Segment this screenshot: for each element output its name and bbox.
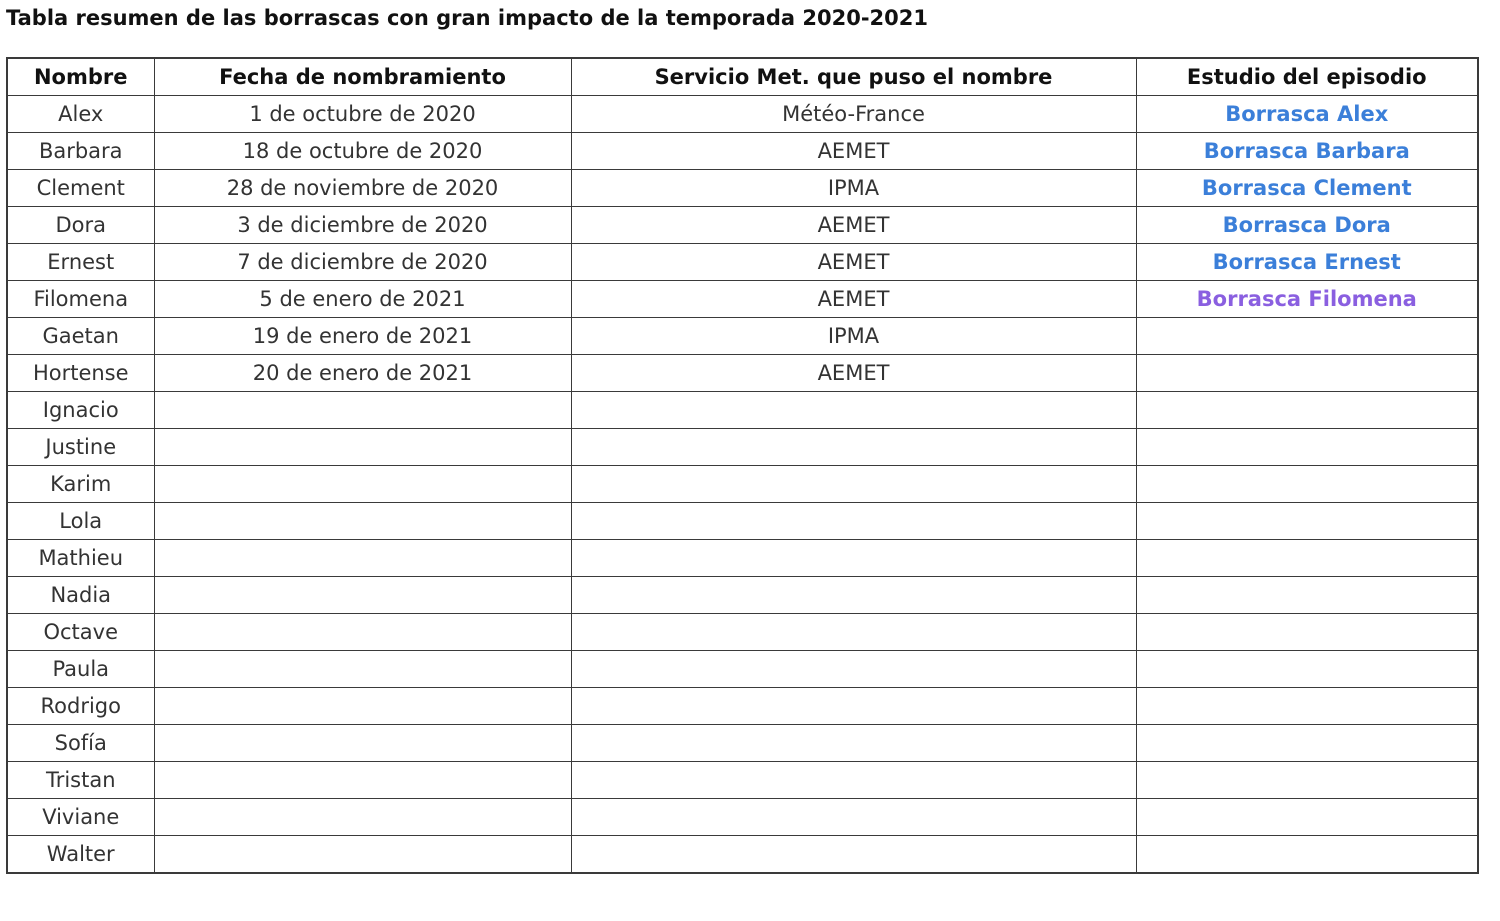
cell-met-service: AEMET [571, 281, 1136, 318]
cell-naming-date [154, 725, 571, 762]
cell-naming-date [154, 799, 571, 836]
cell-naming-date: 28 de noviembre de 2020 [154, 170, 571, 207]
episode-study-link[interactable]: Borrasca Dora [1222, 213, 1391, 237]
cell-storm-name: Walter [7, 836, 154, 874]
cell-met-service [571, 577, 1136, 614]
table-row [7, 688, 1478, 725]
cell-met-service [571, 614, 1136, 651]
table-row [7, 244, 1478, 281]
cell-naming-date: 3 de diciembre de 2020 [154, 207, 571, 244]
cell-episode-study [1136, 503, 1478, 540]
cell-storm-name: Ernest [7, 244, 154, 281]
table-row [7, 577, 1478, 614]
cell-storm-name: Rodrigo [7, 688, 154, 725]
cell-met-service: AEMET [571, 207, 1136, 244]
table-row [7, 355, 1478, 392]
cell-storm-name: Justine [7, 429, 154, 466]
cell-episode-study [1136, 762, 1478, 799]
cell-storm-name: Gaetan [7, 318, 154, 355]
table-row [7, 836, 1478, 874]
cell-met-service: AEMET [571, 244, 1136, 281]
cell-met-service [571, 466, 1136, 503]
cell-storm-name: Filomena [7, 281, 154, 318]
cell-naming-date: 5 de enero de 2021 [154, 281, 571, 318]
cell-naming-date [154, 429, 571, 466]
cell-storm-name: Dora [7, 207, 154, 244]
cell-naming-date [154, 688, 571, 725]
cell-episode-study [1136, 651, 1478, 688]
cell-storm-name: Mathieu [7, 540, 154, 577]
cell-storm-name: Barbara [7, 133, 154, 170]
table-row [7, 281, 1478, 318]
cell-naming-date: 1 de octubre de 2020 [154, 96, 571, 133]
table-row [7, 799, 1478, 836]
cell-met-service [571, 651, 1136, 688]
cell-episode-study [1136, 133, 1478, 170]
cell-naming-date: 20 de enero de 2021 [154, 355, 571, 392]
cell-storm-name: Sofía [7, 725, 154, 762]
episode-study-link[interactable]: Borrasca Alex [1225, 102, 1389, 126]
episode-study-link[interactable]: Borrasca Filomena [1196, 287, 1417, 311]
cell-naming-date [154, 540, 571, 577]
storms-table [6, 57, 1479, 874]
header-service: Servicio Met. que puso el nombre [571, 58, 1136, 96]
cell-met-service [571, 429, 1136, 466]
cell-met-service [571, 540, 1136, 577]
table-row [7, 96, 1478, 133]
cell-naming-date [154, 466, 571, 503]
header-study: Estudio del episodio [1136, 58, 1478, 96]
table-row [7, 392, 1478, 429]
cell-naming-date [154, 392, 571, 429]
cell-episode-study [1136, 577, 1478, 614]
cell-storm-name: Paula [7, 651, 154, 688]
table-row [7, 133, 1478, 170]
episode-study-link[interactable]: Borrasca Clement [1201, 176, 1412, 200]
cell-storm-name: Clement [7, 170, 154, 207]
cell-episode-study [1136, 244, 1478, 281]
table-row [7, 762, 1478, 799]
cell-naming-date: 19 de enero de 2021 [154, 318, 571, 355]
cell-episode-study [1136, 355, 1478, 392]
cell-met-service [571, 725, 1136, 762]
cell-episode-study [1136, 799, 1478, 836]
cell-storm-name: Tristan [7, 762, 154, 799]
cell-naming-date: 7 de diciembre de 2020 [154, 244, 571, 281]
cell-storm-name: Karim [7, 466, 154, 503]
cell-met-service [571, 799, 1136, 836]
header-date: Fecha de nombramiento [154, 58, 571, 96]
table-body [7, 96, 1478, 874]
cell-episode-study [1136, 614, 1478, 651]
table-row [7, 318, 1478, 355]
cell-met-service [571, 836, 1136, 874]
episode-study-link[interactable]: Borrasca Barbara [1203, 139, 1410, 163]
cell-episode-study [1136, 318, 1478, 355]
cell-naming-date [154, 762, 571, 799]
cell-met-service: Météo-France [571, 96, 1136, 133]
cell-met-service: AEMET [571, 355, 1136, 392]
cell-naming-date [154, 614, 571, 651]
cell-met-service: AEMET [571, 133, 1136, 170]
table-row [7, 540, 1478, 577]
cell-met-service: IPMA [571, 170, 1136, 207]
cell-naming-date [154, 836, 571, 874]
table-row [7, 503, 1478, 540]
cell-episode-study [1136, 96, 1478, 133]
episode-study-link[interactable]: Borrasca Ernest [1212, 250, 1401, 274]
cell-met-service [571, 392, 1136, 429]
table-row [7, 170, 1478, 207]
cell-storm-name: Lola [7, 503, 154, 540]
cell-episode-study [1136, 466, 1478, 503]
cell-storm-name: Alex [7, 96, 154, 133]
table-row [7, 207, 1478, 244]
table-row [7, 429, 1478, 466]
table-row [7, 651, 1478, 688]
table-row [7, 466, 1478, 503]
cell-episode-study [1136, 429, 1478, 466]
cell-episode-study [1136, 207, 1478, 244]
table-header [7, 58, 1478, 96]
cell-episode-study [1136, 836, 1478, 874]
cell-naming-date [154, 503, 571, 540]
cell-storm-name: Viviane [7, 799, 154, 836]
cell-storm-name: Nadia [7, 577, 154, 614]
header-name: Nombre [7, 58, 154, 96]
cell-met-service [571, 688, 1136, 725]
cell-naming-date [154, 577, 571, 614]
cell-storm-name: Ignacio [7, 392, 154, 429]
page-title: Tabla resumen de las borrascas con gran impacto de la temporada 2020-2021 [6, 6, 928, 30]
cell-naming-date [154, 651, 571, 688]
cell-episode-study [1136, 540, 1478, 577]
cell-episode-study [1136, 170, 1478, 207]
cell-storm-name: Hortense [7, 355, 154, 392]
cell-met-service [571, 762, 1136, 799]
cell-episode-study [1136, 281, 1478, 318]
header-row [7, 58, 1478, 96]
cell-met-service: IPMA [571, 318, 1136, 355]
cell-naming-date: 18 de octubre de 2020 [154, 133, 571, 170]
cell-episode-study [1136, 688, 1478, 725]
cell-episode-study [1136, 725, 1478, 762]
table-row [7, 725, 1478, 762]
cell-met-service [571, 503, 1136, 540]
cell-storm-name: Octave [7, 614, 154, 651]
table-row [7, 614, 1478, 651]
cell-episode-study [1136, 392, 1478, 429]
